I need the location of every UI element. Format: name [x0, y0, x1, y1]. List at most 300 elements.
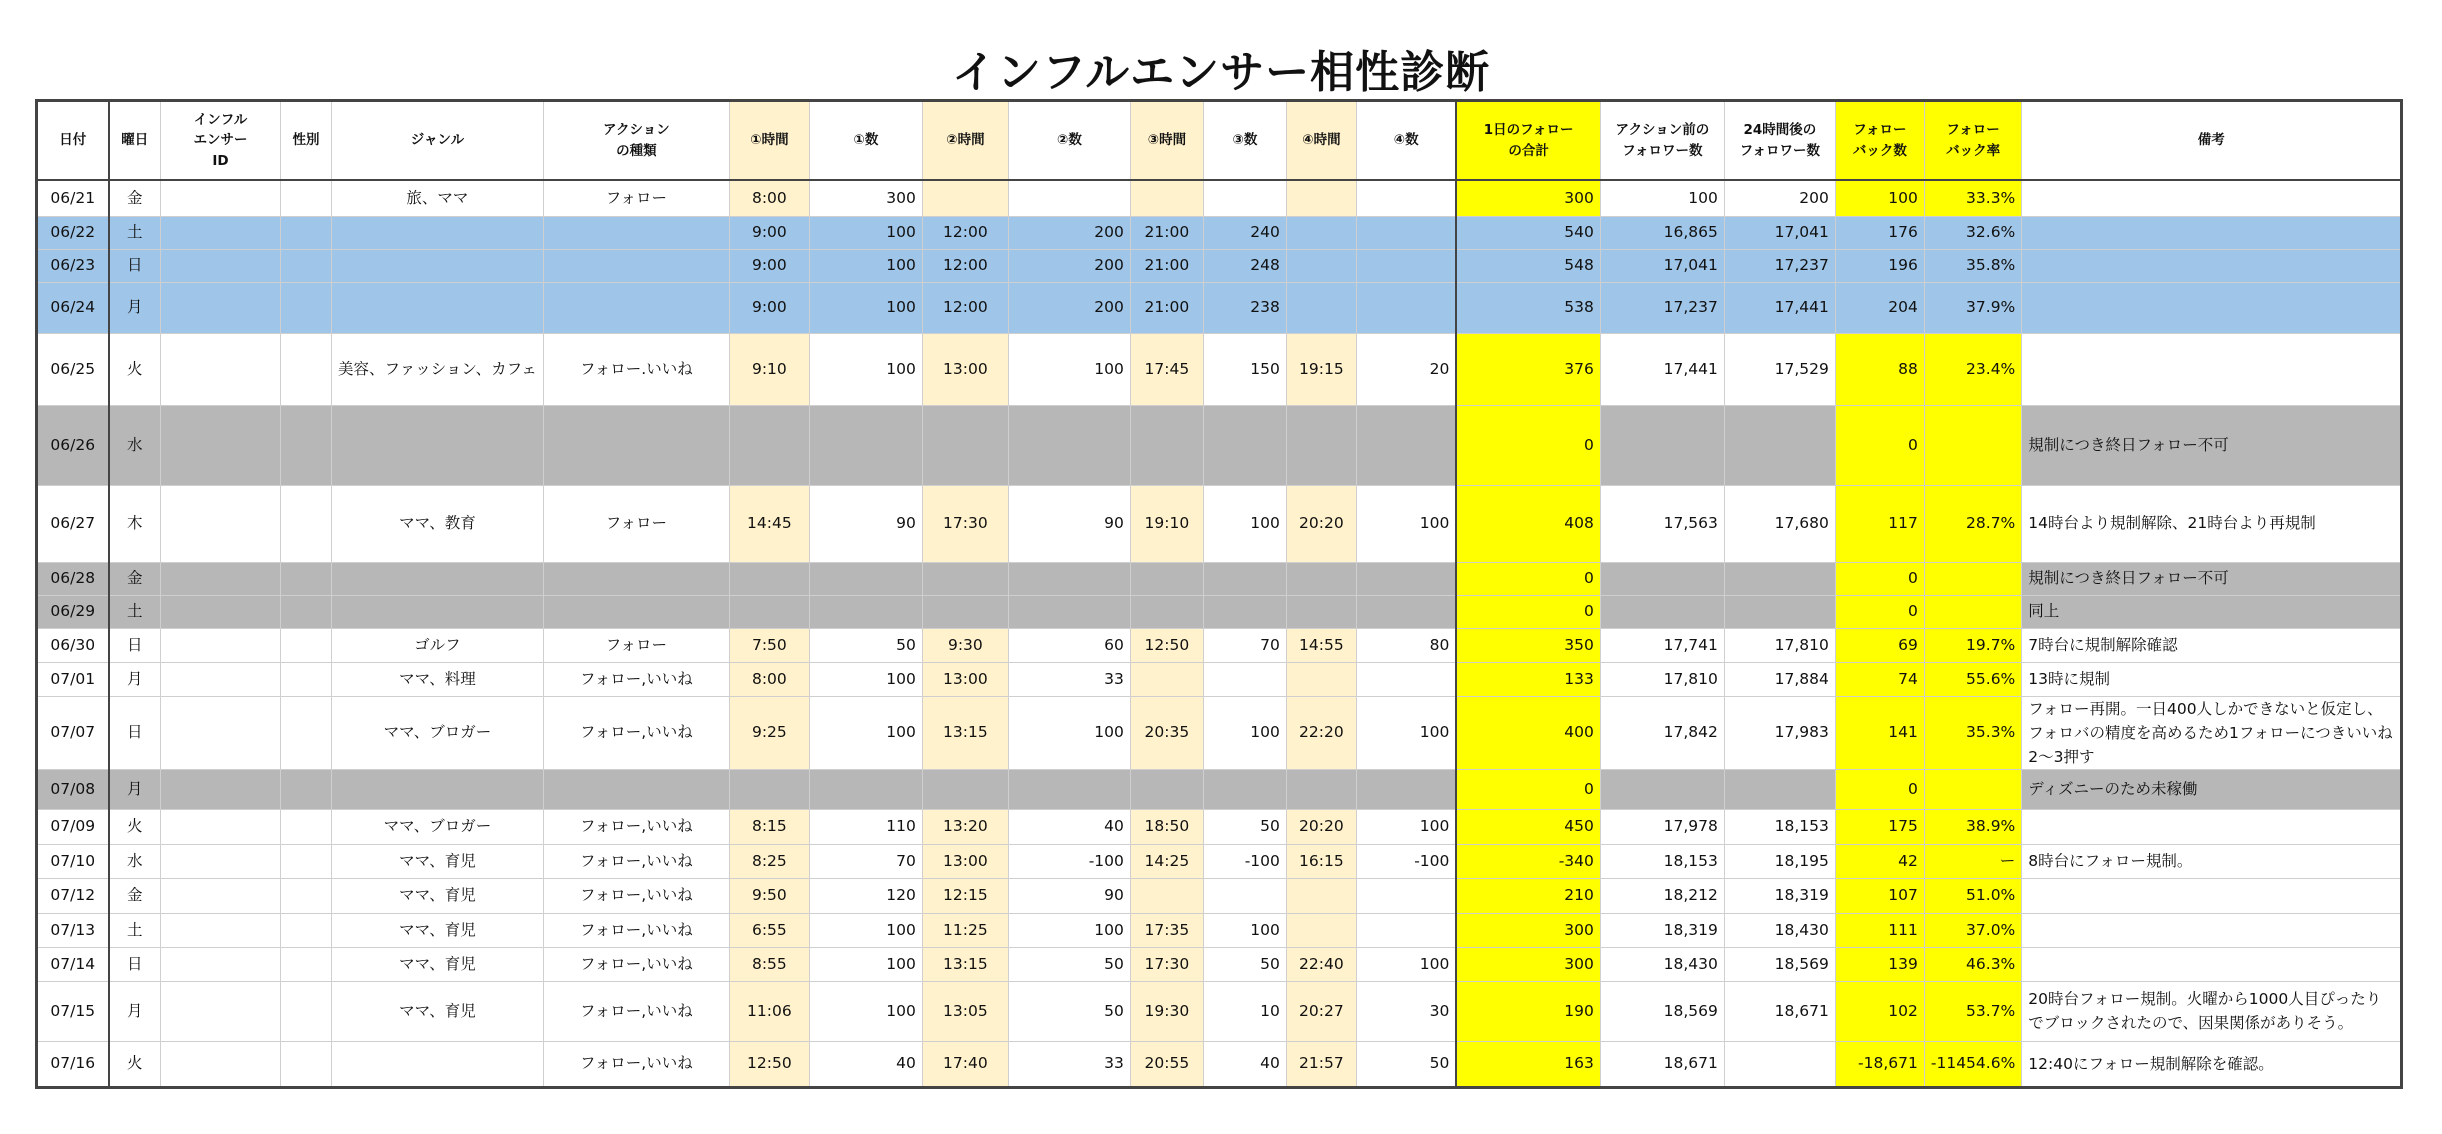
cell-time-3 [1130, 769, 1203, 809]
cell-date: 07/08 [37, 769, 109, 809]
cell-count-2: 33 [1008, 1041, 1130, 1087]
header-count-2: ②数 [1008, 101, 1130, 181]
cell-gender [281, 809, 332, 844]
cell-time-1: 9:50 [729, 878, 809, 913]
cell-action-type: フォロー,いいね [543, 947, 729, 981]
cell-time-1: 8:15 [729, 809, 809, 844]
cell-weekday: 水 [109, 405, 161, 485]
cell-daily-total: 400 [1456, 696, 1600, 769]
cell-daily-total: 300 [1456, 180, 1600, 216]
cell-date: 06/25 [37, 333, 109, 405]
cell-followers-after [1724, 769, 1835, 809]
cell-count-1: 50 [809, 628, 922, 662]
cell-followers-before: 17,741 [1600, 628, 1724, 662]
cell-followback-count: 0 [1835, 769, 1924, 809]
header-daily-total: 1日のフォロー の合計 [1456, 101, 1600, 181]
cell-count-3: 50 [1203, 809, 1286, 844]
cell-genre: ママ、育児 [332, 913, 544, 947]
cell-influencer-id [161, 947, 281, 981]
cell-time-2: 17:40 [922, 1041, 1008, 1087]
cell-followers-after: 17,529 [1724, 333, 1835, 405]
cell-time-4 [1286, 216, 1356, 249]
header-date: 日付 [37, 101, 109, 181]
cell-count-3: 248 [1203, 249, 1286, 282]
cell-notes [2022, 249, 2402, 282]
cell-count-1: 100 [809, 249, 922, 282]
cell-count-4 [1356, 913, 1456, 947]
cell-time-3: 20:55 [1130, 1041, 1203, 1087]
cell-followers-after: 17,441 [1724, 282, 1835, 333]
cell-genre: ママ、料理 [332, 662, 544, 696]
cell-action-type: フォロー,いいね [543, 809, 729, 844]
cell-followback-count: 0 [1835, 562, 1924, 595]
cell-followers-after: 200 [1724, 180, 1835, 216]
cell-followback-rate: 37.9% [1924, 282, 2021, 333]
cell-time-4 [1286, 595, 1356, 628]
cell-time-3: 20:35 [1130, 696, 1203, 769]
cell-genre: ママ、育児 [332, 947, 544, 981]
cell-notes: 20時台フォロー規制。火曜から1000人目ぴったりでブロックされたので、因果関係がありそう。 [2022, 981, 2402, 1041]
cell-action-type [543, 249, 729, 282]
cell-count-2 [1008, 405, 1130, 485]
cell-followback-rate: 35.8% [1924, 249, 2021, 282]
cell-count-4: -100 [1356, 844, 1456, 878]
cell-weekday: 月 [109, 662, 161, 696]
cell-action-type: フォロー,いいね [543, 1041, 729, 1087]
cell-count-1: 110 [809, 809, 922, 844]
cell-weekday: 金 [109, 180, 161, 216]
cell-followers-before: 17,563 [1600, 485, 1724, 562]
cell-followers-after [1724, 562, 1835, 595]
cell-followback-rate: 38.9% [1924, 809, 2021, 844]
header-action-type: アクション の種類 [543, 101, 729, 181]
cell-daily-total: 190 [1456, 981, 1600, 1041]
cell-date: 06/26 [37, 405, 109, 485]
cell-weekday: 土 [109, 216, 161, 249]
cell-time-4 [1286, 282, 1356, 333]
cell-genre: ゴルフ [332, 628, 544, 662]
cell-gender [281, 981, 332, 1041]
cell-notes: フォロー再開。一日400人しかできないと仮定し、フォロバの精度を高めるため1フォローにつきいいね2～3押す [2022, 696, 2402, 769]
cell-action-type: フォロー.いいね [543, 333, 729, 405]
cell-daily-total: -340 [1456, 844, 1600, 878]
cell-followback-count: 111 [1835, 913, 1924, 947]
cell-genre: ママ、育児 [332, 844, 544, 878]
header-weekday: 曜日 [109, 101, 161, 181]
table-row [37, 595, 2402, 628]
cell-time-2: 13:15 [922, 696, 1008, 769]
cell-daily-total: 548 [1456, 249, 1600, 282]
cell-time-1: 8:25 [729, 844, 809, 878]
table-row [37, 180, 2402, 216]
cell-time-3: 21:00 [1130, 216, 1203, 249]
cell-count-4 [1356, 562, 1456, 595]
cell-daily-total: 350 [1456, 628, 1600, 662]
cell-count-2: 90 [1008, 485, 1130, 562]
cell-time-4 [1286, 913, 1356, 947]
cell-influencer-id [161, 216, 281, 249]
cell-weekday: 火 [109, 333, 161, 405]
cell-gender [281, 282, 332, 333]
cell-count-1: 100 [809, 981, 922, 1041]
cell-followback-count: 117 [1835, 485, 1924, 562]
cell-notes: ディズニーのため未稼働 [2022, 769, 2402, 809]
cell-followers-after: 18,153 [1724, 809, 1835, 844]
cell-notes: 同上 [2022, 595, 2402, 628]
cell-time-2: 12:00 [922, 282, 1008, 333]
cell-influencer-id [161, 485, 281, 562]
cell-count-1: 100 [809, 662, 922, 696]
cell-gender [281, 696, 332, 769]
cell-daily-total: 210 [1456, 878, 1600, 913]
cell-followers-before: 18,319 [1600, 913, 1724, 947]
cell-weekday: 月 [109, 981, 161, 1041]
table-row [37, 216, 2402, 249]
header-time-4: ④時間 [1286, 101, 1356, 181]
cell-count-3: 150 [1203, 333, 1286, 405]
cell-count-4: 30 [1356, 981, 1456, 1041]
cell-time-3 [1130, 405, 1203, 485]
table-row [37, 769, 2402, 809]
cell-gender [281, 769, 332, 809]
cell-notes [2022, 913, 2402, 947]
cell-followers-after: 17,884 [1724, 662, 1835, 696]
cell-followback-rate: 53.7% [1924, 981, 2021, 1041]
cell-followers-before: 18,671 [1600, 1041, 1724, 1087]
cell-time-3: 19:10 [1130, 485, 1203, 562]
cell-genre [332, 405, 544, 485]
cell-time-2: 9:30 [922, 628, 1008, 662]
table-row [37, 809, 2402, 844]
cell-time-1 [729, 769, 809, 809]
cell-time-2 [922, 405, 1008, 485]
cell-genre [332, 282, 544, 333]
cell-count-1 [809, 562, 922, 595]
header-time-3: ③時間 [1130, 101, 1203, 181]
cell-action-type: フォロー,いいね [543, 981, 729, 1041]
cell-gender [281, 628, 332, 662]
cell-time-3 [1130, 878, 1203, 913]
cell-genre: 旅、ママ [332, 180, 544, 216]
cell-followback-count: 102 [1835, 981, 1924, 1041]
cell-count-1: 100 [809, 696, 922, 769]
cell-followback-rate: 32.6% [1924, 216, 2021, 249]
cell-date: 06/23 [37, 249, 109, 282]
cell-date: 06/30 [37, 628, 109, 662]
cell-followback-count: 74 [1835, 662, 1924, 696]
cell-followers-after: 18,671 [1724, 981, 1835, 1041]
cell-count-2 [1008, 595, 1130, 628]
cell-count-4 [1356, 662, 1456, 696]
cell-followback-count: 176 [1835, 216, 1924, 249]
cell-count-3: 40 [1203, 1041, 1286, 1087]
cell-time-1 [729, 562, 809, 595]
cell-count-2: 60 [1008, 628, 1130, 662]
cell-date: 06/28 [37, 562, 109, 595]
cell-followback-count: 100 [1835, 180, 1924, 216]
cell-time-1: 6:55 [729, 913, 809, 947]
cell-count-3 [1203, 180, 1286, 216]
header-genre: ジャンル [332, 101, 544, 181]
cell-daily-total: 300 [1456, 913, 1600, 947]
cell-time-3: 17:45 [1130, 333, 1203, 405]
cell-followers-before: 17,978 [1600, 809, 1724, 844]
cell-followers-after: 17,041 [1724, 216, 1835, 249]
cell-followback-rate: 19.7% [1924, 628, 2021, 662]
page-title: インフルエンサー相性診断 [951, 47, 1491, 98]
cell-count-2: 40 [1008, 809, 1130, 844]
cell-genre [332, 216, 544, 249]
cell-action-type: フォロー,いいね [543, 913, 729, 947]
cell-followers-after: 18,319 [1724, 878, 1835, 913]
cell-genre [332, 769, 544, 809]
cell-count-2: -100 [1008, 844, 1130, 878]
cell-gender [281, 878, 332, 913]
cell-followback-count: 107 [1835, 878, 1924, 913]
cell-influencer-id [161, 282, 281, 333]
cell-count-4: 20 [1356, 333, 1456, 405]
cell-notes: 7時台に規制解除確認 [2022, 628, 2402, 662]
cell-count-3 [1203, 878, 1286, 913]
table-row [37, 947, 2402, 981]
table-row [37, 878, 2402, 913]
cell-weekday: 火 [109, 809, 161, 844]
cell-count-1 [809, 595, 922, 628]
cell-followers-before: 17,810 [1600, 662, 1724, 696]
cell-time-4 [1286, 249, 1356, 282]
cell-time-1: 12:50 [729, 1041, 809, 1087]
cell-time-1: 7:50 [729, 628, 809, 662]
cell-count-4: 100 [1356, 947, 1456, 981]
cell-time-3: 21:00 [1130, 249, 1203, 282]
cell-time-1: 9:00 [729, 282, 809, 333]
cell-time-1 [729, 595, 809, 628]
cell-time-1: 8:55 [729, 947, 809, 981]
cell-gender [281, 180, 332, 216]
cell-time-1: 9:10 [729, 333, 809, 405]
cell-count-4: 100 [1356, 485, 1456, 562]
cell-count-1: 70 [809, 844, 922, 878]
cell-daily-total: 0 [1456, 769, 1600, 809]
cell-action-type: フォロー,いいね [543, 696, 729, 769]
cell-count-2: 100 [1008, 333, 1130, 405]
cell-gender [281, 1041, 332, 1087]
cell-date: 07/12 [37, 878, 109, 913]
data-table [35, 99, 2403, 1089]
cell-time-3: 18:50 [1130, 809, 1203, 844]
cell-followback-count: 42 [1835, 844, 1924, 878]
cell-notes: 12:40にフォロー規制解除を確認。 [2022, 1041, 2402, 1087]
cell-followback-rate: 33.3% [1924, 180, 2021, 216]
cell-notes [2022, 282, 2402, 333]
cell-followback-rate: 35.3% [1924, 696, 2021, 769]
cell-followback-count: -18,671 [1835, 1041, 1924, 1087]
cell-time-3 [1130, 595, 1203, 628]
header-time-1: ①時間 [729, 101, 809, 181]
cell-count-4: 100 [1356, 696, 1456, 769]
cell-genre: ママ、育児 [332, 878, 544, 913]
cell-count-4: 80 [1356, 628, 1456, 662]
cell-time-2: 11:25 [922, 913, 1008, 947]
cell-count-4 [1356, 769, 1456, 809]
cell-action-type: フォロー,いいね [543, 662, 729, 696]
header-followers-before: アクション前の フォロワー数 [1600, 101, 1724, 181]
cell-time-1: 9:00 [729, 216, 809, 249]
cell-followback-count: 69 [1835, 628, 1924, 662]
cell-count-1: 300 [809, 180, 922, 216]
cell-action-type: フォロー [543, 485, 729, 562]
cell-time-1: 9:00 [729, 249, 809, 282]
cell-influencer-id [161, 249, 281, 282]
cell-gender [281, 485, 332, 562]
cell-daily-total: 133 [1456, 662, 1600, 696]
cell-time-2: 13:05 [922, 981, 1008, 1041]
cell-weekday: 日 [109, 947, 161, 981]
cell-time-2: 12:15 [922, 878, 1008, 913]
cell-count-3: 100 [1203, 913, 1286, 947]
table-row [37, 844, 2402, 878]
cell-weekday: 火 [109, 1041, 161, 1087]
cell-action-type: フォロー,いいね [543, 878, 729, 913]
cell-influencer-id [161, 662, 281, 696]
cell-gender [281, 249, 332, 282]
cell-time-1: 14:45 [729, 485, 809, 562]
cell-daily-total: 540 [1456, 216, 1600, 249]
cell-count-2: 33 [1008, 662, 1130, 696]
cell-gender [281, 216, 332, 249]
cell-time-2 [922, 562, 1008, 595]
cell-notes [2022, 216, 2402, 249]
table-body [37, 180, 2402, 1087]
cell-influencer-id [161, 333, 281, 405]
cell-time-4 [1286, 405, 1356, 485]
cell-followback-rate: ー [1924, 844, 2021, 878]
cell-gender [281, 947, 332, 981]
cell-action-type: フォロー [543, 628, 729, 662]
cell-count-1: 90 [809, 485, 922, 562]
cell-followers-after: 18,430 [1724, 913, 1835, 947]
table-row [37, 249, 2402, 282]
cell-time-2 [922, 769, 1008, 809]
cell-count-2: 200 [1008, 249, 1130, 282]
cell-influencer-id [161, 405, 281, 485]
cell-gender [281, 333, 332, 405]
cell-count-4: 100 [1356, 809, 1456, 844]
cell-followers-before: 18,569 [1600, 981, 1724, 1041]
cell-time-4: 19:15 [1286, 333, 1356, 405]
cell-time-4: 14:55 [1286, 628, 1356, 662]
cell-count-1: 40 [809, 1041, 922, 1087]
table-row [37, 485, 2402, 562]
cell-date: 06/24 [37, 282, 109, 333]
cell-weekday: 月 [109, 769, 161, 809]
cell-count-2: 200 [1008, 282, 1130, 333]
cell-notes [2022, 180, 2402, 216]
table-row [37, 1041, 2402, 1087]
cell-followback-rate: 46.3% [1924, 947, 2021, 981]
cell-time-4 [1286, 878, 1356, 913]
table-row [37, 913, 2402, 947]
cell-time-4: 22:20 [1286, 696, 1356, 769]
cell-followback-rate [1924, 405, 2021, 485]
cell-count-4 [1356, 595, 1456, 628]
cell-time-4: 16:15 [1286, 844, 1356, 878]
cell-time-2: 17:30 [922, 485, 1008, 562]
cell-date: 07/07 [37, 696, 109, 769]
cell-time-3: 19:30 [1130, 981, 1203, 1041]
cell-count-1: 120 [809, 878, 922, 913]
header-notes: 備考 [2022, 101, 2402, 181]
cell-count-1: 100 [809, 282, 922, 333]
cell-count-3 [1203, 562, 1286, 595]
cell-followback-count: 0 [1835, 405, 1924, 485]
cell-followback-rate: -11454.6% [1924, 1041, 2021, 1087]
cell-followers-after: 17,983 [1724, 696, 1835, 769]
cell-time-1: 9:25 [729, 696, 809, 769]
table-row [37, 282, 2402, 333]
header-followers-after: 24時間後の フォロワー数 [1724, 101, 1835, 181]
cell-count-3 [1203, 405, 1286, 485]
cell-date: 07/13 [37, 913, 109, 947]
cell-followers-before [1600, 595, 1724, 628]
cell-time-3: 12:50 [1130, 628, 1203, 662]
cell-count-2: 90 [1008, 878, 1130, 913]
cell-followers-before: 17,041 [1600, 249, 1724, 282]
cell-count-3 [1203, 595, 1286, 628]
header-count-3: ③数 [1203, 101, 1286, 181]
cell-action-type [543, 595, 729, 628]
cell-count-4 [1356, 249, 1456, 282]
header-gender: 性別 [281, 101, 332, 181]
cell-notes [2022, 878, 2402, 913]
cell-time-3: 21:00 [1130, 282, 1203, 333]
cell-gender [281, 662, 332, 696]
cell-genre [332, 1041, 544, 1087]
cell-count-1: 100 [809, 216, 922, 249]
cell-followback-count: 204 [1835, 282, 1924, 333]
cell-followers-before: 18,212 [1600, 878, 1724, 913]
cell-daily-total: 300 [1456, 947, 1600, 981]
cell-count-1: 100 [809, 947, 922, 981]
cell-influencer-id [161, 628, 281, 662]
cell-notes [2022, 333, 2402, 405]
cell-time-1: 11:06 [729, 981, 809, 1041]
cell-date: 07/01 [37, 662, 109, 696]
table-row [37, 405, 2402, 485]
cell-count-1 [809, 769, 922, 809]
cell-followback-count: 139 [1835, 947, 1924, 981]
cell-genre: 美容、ファッション、カフェ [332, 333, 544, 405]
cell-daily-total: 0 [1456, 562, 1600, 595]
header-row [37, 101, 2402, 181]
cell-time-4: 20:20 [1286, 485, 1356, 562]
table-row [37, 628, 2402, 662]
cell-weekday: 土 [109, 595, 161, 628]
cell-followers-before: 100 [1600, 180, 1724, 216]
cell-followback-rate: 28.7% [1924, 485, 2021, 562]
cell-date: 06/27 [37, 485, 109, 562]
cell-count-2: 50 [1008, 981, 1130, 1041]
cell-count-3: 100 [1203, 696, 1286, 769]
cell-influencer-id [161, 981, 281, 1041]
cell-notes: 規制につき終日フォロー不可 [2022, 562, 2402, 595]
cell-followers-after: 17,680 [1724, 485, 1835, 562]
cell-date: 07/10 [37, 844, 109, 878]
cell-action-type [543, 562, 729, 595]
cell-count-4 [1356, 180, 1456, 216]
header-followback-rate: フォロー バック率 [1924, 101, 2021, 181]
cell-weekday: 日 [109, 249, 161, 282]
